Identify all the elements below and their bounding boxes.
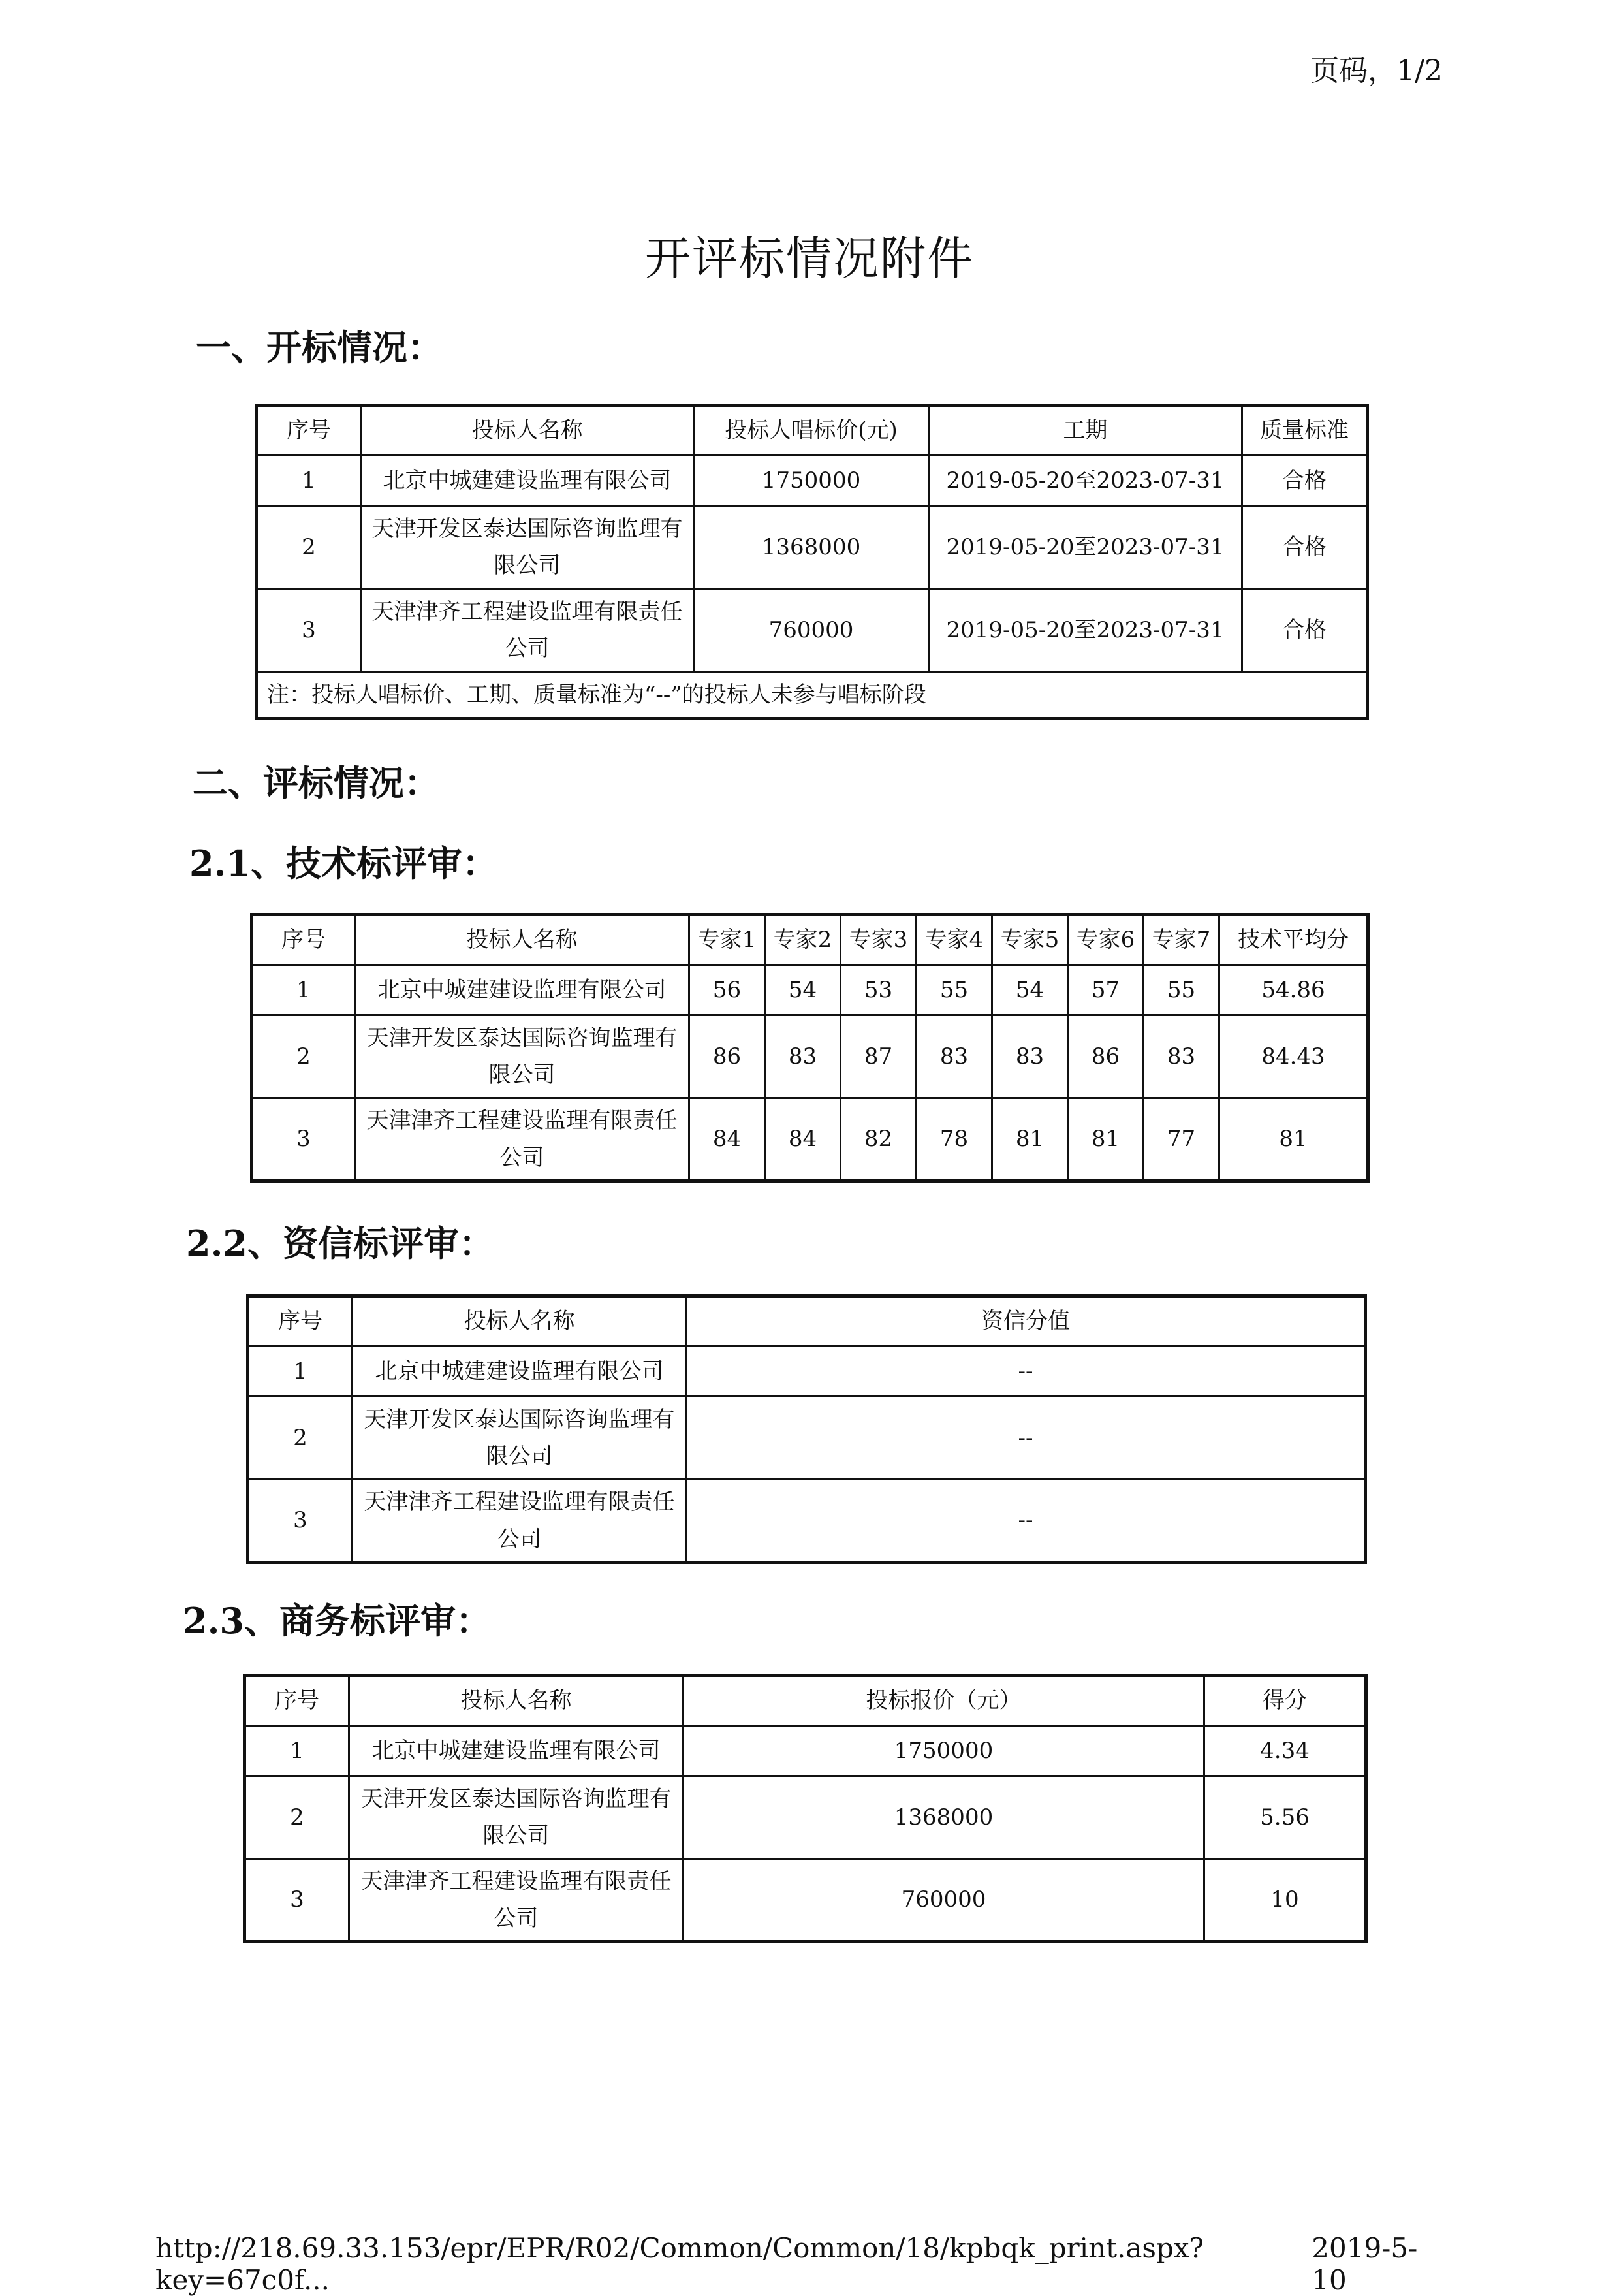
column-header: 专家3: [841, 915, 917, 965]
cell-score: 84: [689, 1098, 765, 1181]
cell-score: 82: [841, 1098, 917, 1181]
table-header-row: [245, 1676, 1366, 1726]
cell-bidder-name: 天津津齐工程建设监理有限责任公司: [349, 1859, 684, 1942]
cell-bidder-name: 北京中城建建设监理有限公司: [361, 456, 694, 506]
cell-bidder-name: 天津开发区泰达国际咨询监理有限公司: [361, 506, 694, 589]
cell-score: 57: [1068, 965, 1144, 1015]
cell-score: 81: [992, 1098, 1068, 1181]
cell-score: 54: [992, 965, 1068, 1015]
cell-period: 2019-05-20至2023-07-31: [929, 589, 1242, 672]
cell-score: 53: [841, 965, 917, 1015]
table-header-row: [257, 406, 1368, 456]
table-row: [252, 1098, 1368, 1181]
cell-score: 81: [1068, 1098, 1144, 1181]
table-note-row: [257, 672, 1368, 719]
cell-credit-score: --: [687, 1397, 1366, 1480]
cell-average: 84.43: [1219, 1015, 1368, 1098]
cell-score: 54: [765, 965, 841, 1015]
column-header: 专家1: [689, 915, 765, 965]
cell-score: 55: [917, 965, 992, 1015]
cell-bid-price: 760000: [684, 1859, 1204, 1942]
cell-score: 84: [765, 1098, 841, 1181]
cell-score: 83: [1144, 1015, 1219, 1098]
cell-bidder-name: 天津津齐工程建设监理有限责任公司: [361, 589, 694, 672]
page-footer: [155, 2232, 1445, 2296]
column-header: 专家7: [1144, 915, 1219, 965]
cell-average: 81: [1219, 1098, 1368, 1181]
cell-quality: 合格: [1242, 456, 1368, 506]
column-header: 专家5: [992, 915, 1068, 965]
cell-score: 86: [1068, 1015, 1144, 1098]
cell-bid-price: 1368000: [694, 506, 929, 589]
cell-index: 1: [248, 1347, 353, 1397]
cell-index: 2: [245, 1776, 349, 1859]
cell-index: 2: [257, 506, 361, 589]
column-header: 投标人唱标价(元): [694, 406, 929, 456]
column-header: 技术平均分: [1219, 915, 1368, 965]
document-title: 开评标情况附件: [645, 232, 974, 285]
cell-index: 2: [252, 1015, 355, 1098]
cell-bid-price: 760000: [694, 589, 929, 672]
cell-index: 3: [257, 589, 361, 672]
table-row: [245, 1726, 1366, 1776]
cell-bidder-name: 北京中城建建设监理有限公司: [353, 1347, 687, 1397]
cell-bidder-name: 天津开发区泰达国际咨询监理有限公司: [349, 1776, 684, 1859]
cell-index: 1: [245, 1726, 349, 1776]
column-header: 序号: [248, 1296, 353, 1347]
table-row: [248, 1480, 1366, 1563]
cell-score: 5.56: [1204, 1776, 1366, 1859]
cell-bidder-name: 天津津齐工程建设监理有限责任公司: [353, 1480, 687, 1563]
cell-bidder-name: 天津津齐工程建设监理有限责任公司: [355, 1098, 689, 1181]
cell-index: 2: [248, 1397, 353, 1480]
cell-bidder-name: 天津开发区泰达国际咨询监理有限公司: [353, 1397, 687, 1480]
column-header: 质量标准: [1242, 406, 1368, 456]
cell-bidder-name: 北京中城建建设监理有限公司: [349, 1726, 684, 1776]
table-note: 注：投标人唱标价、工期、质量标准为“--”的投标人未参与唱标阶段: [257, 672, 1368, 719]
cell-score: 56: [689, 965, 765, 1015]
cell-score: 78: [917, 1098, 992, 1181]
commercial-review-table: [243, 1674, 1368, 1943]
column-header: 专家6: [1068, 915, 1144, 965]
cell-bidder-name: 天津开发区泰达国际咨询监理有限公司: [355, 1015, 689, 1098]
cell-index: 3: [245, 1859, 349, 1942]
column-header: 投标人名称: [355, 915, 689, 965]
cell-index: 1: [252, 965, 355, 1015]
cell-period: 2019-05-20至2023-07-31: [929, 456, 1242, 506]
page-number: 页码，1/2: [1310, 54, 1443, 88]
column-header: 投标报价（元）: [684, 1676, 1204, 1726]
cell-credit-score: --: [687, 1480, 1366, 1563]
column-header: 工期: [929, 406, 1242, 456]
bid-opening-table: [255, 404, 1369, 720]
table-row: [257, 456, 1368, 506]
column-header: 得分: [1204, 1676, 1366, 1726]
cell-score: 10: [1204, 1859, 1366, 1942]
footer-date: 2019-5-10: [1312, 2232, 1418, 2296]
column-header: 投标人名称: [353, 1296, 687, 1347]
cell-bid-price: 1750000: [694, 456, 929, 506]
column-header: 专家4: [917, 915, 992, 965]
section-2-2-heading: 2.2、资信标评审：: [186, 1222, 494, 1264]
cell-score: 86: [689, 1015, 765, 1098]
column-header: 序号: [252, 915, 355, 965]
cell-period: 2019-05-20至2023-07-31: [929, 506, 1242, 589]
column-header: 投标人名称: [361, 406, 694, 456]
cell-bidder-name: 北京中城建建设监理有限公司: [355, 965, 689, 1015]
cell-index: 1: [257, 456, 361, 506]
table-row: [252, 965, 1368, 1015]
cell-score: 77: [1144, 1098, 1219, 1181]
table-row: [245, 1776, 1366, 1859]
table-row: [252, 1015, 1368, 1098]
cell-score: 83: [992, 1015, 1068, 1098]
section-2-heading: 二、评标情况：: [193, 762, 439, 804]
cell-credit-score: --: [687, 1347, 1366, 1397]
section-2-1-heading: 2.1、技术标评审：: [189, 842, 497, 884]
section-1-heading: 一、开标情况：: [196, 327, 443, 368]
column-header: 资信分值: [687, 1296, 1366, 1347]
cell-score: 83: [917, 1015, 992, 1098]
cell-index: 3: [248, 1480, 353, 1563]
cell-score: 87: [841, 1015, 917, 1098]
technical-review-table: [250, 913, 1370, 1183]
table-header-row: [252, 915, 1368, 965]
section-2-3-heading: 2.3、商务标评审：: [183, 1600, 491, 1642]
cell-index: 3: [252, 1098, 355, 1181]
cell-quality: 合格: [1242, 589, 1368, 672]
cell-quality: 合格: [1242, 506, 1368, 589]
credit-review-table: [246, 1294, 1367, 1564]
column-header: 序号: [257, 406, 361, 456]
column-header: 专家2: [765, 915, 841, 965]
cell-score: 55: [1144, 965, 1219, 1015]
cell-average: 54.86: [1219, 965, 1368, 1015]
column-header: 投标人名称: [349, 1676, 684, 1726]
table-row: [248, 1397, 1366, 1480]
footer-url: http://218.69.33.153/epr/EPR/R02/Common/Common/18/kpbqk_print.aspx?key=67c0f...: [155, 2232, 1204, 2296]
table-row: [248, 1347, 1366, 1397]
table-row: [257, 589, 1368, 672]
cell-score: 83: [765, 1015, 841, 1098]
table-header-row: [248, 1296, 1366, 1347]
table-row: [257, 506, 1368, 589]
cell-bid-price: 1750000: [684, 1726, 1204, 1776]
cell-bid-price: 1368000: [684, 1776, 1204, 1859]
cell-score: 4.34: [1204, 1726, 1366, 1776]
column-header: 序号: [245, 1676, 349, 1726]
table-row: [245, 1859, 1366, 1942]
